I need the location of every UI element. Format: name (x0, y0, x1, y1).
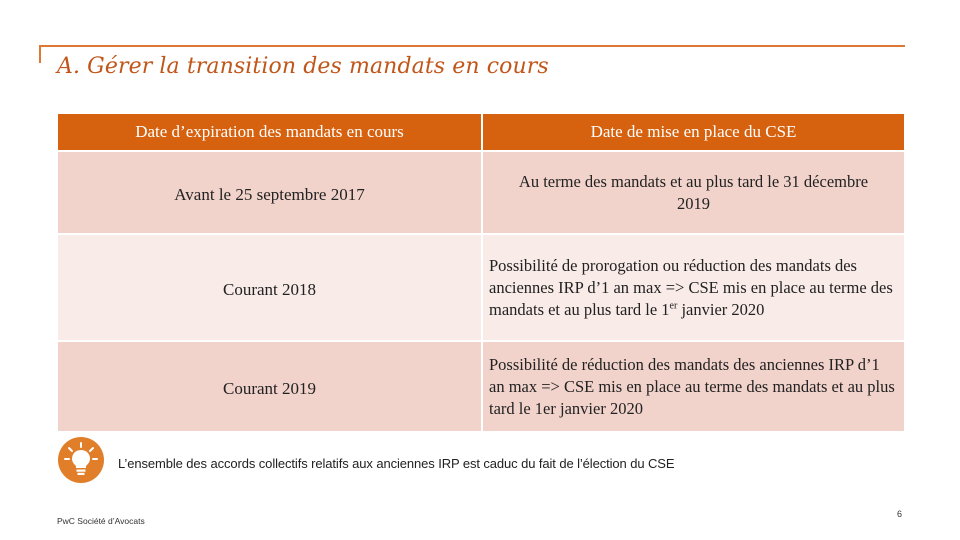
table-row (57, 341, 905, 432)
frame-top-rule (39, 45, 905, 47)
cell-expiration: Courant 2019 (57, 341, 482, 432)
header-cse: Date de mise en place du CSE (482, 113, 905, 151)
table-header-row (57, 113, 905, 151)
cell-expiration: Courant 2018 (57, 234, 482, 341)
slide-title: A. Gérer la transition des mandats en cours (57, 54, 549, 79)
cell-cse: Au terme des mandats et au plus tard le 31 décembre 2019 (482, 151, 905, 234)
cell-cse-text: Possibilité de prorogation ou réduction des mandats des anciennes IRP d’1 an max => CSE mis en place au terme des mandats et au plus tard le 1 (489, 255, 893, 319)
page-number: 6 (897, 509, 903, 519)
cell-expiration: Avant le 25 septembre 2017 (57, 151, 482, 234)
header-expiration: Date d’expiration des mandats en cours (57, 113, 482, 151)
cell-cse-tail: janvier 2020 (677, 299, 765, 319)
transition-table (56, 112, 906, 433)
table-row (57, 234, 905, 341)
cell-cse (482, 234, 905, 341)
footer-firm: PwC Société d’Avocats (57, 516, 145, 526)
lightbulb-icon (58, 437, 104, 483)
note-text: L’ensemble des accords collectifs relatifs aux anciennes IRP est caduc du fait de l’élection du CSE (118, 456, 675, 471)
cell-cse: Possibilité de réduction des mandats des anciennes IRP d’1 an max => CSE mis en place au terme des mandats et au plus tard le 1er janvier 2020 (482, 341, 905, 432)
ordinal-superscript: er (669, 300, 678, 311)
table-row (57, 151, 905, 234)
frame-left-rule (39, 45, 41, 63)
